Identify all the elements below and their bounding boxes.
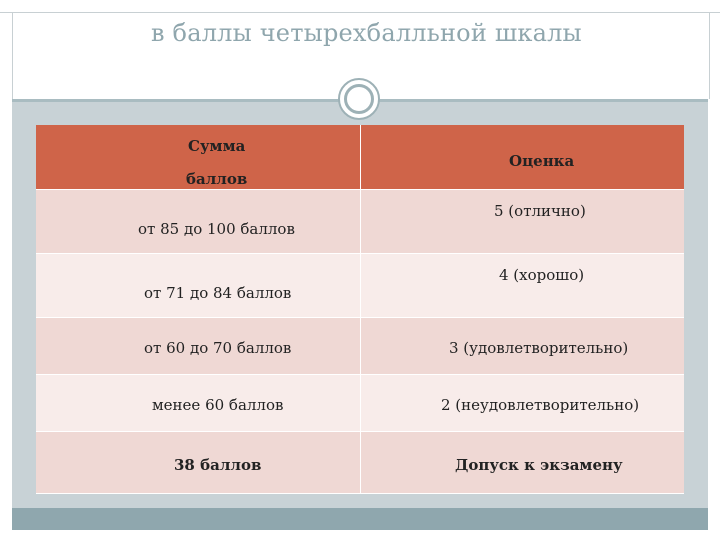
header-cell-score: [36, 125, 361, 190]
grade-cell: [361, 254, 685, 318]
score-text: от 85 до 100 баллов: [138, 220, 295, 238]
header-score-line2: баллов: [186, 170, 248, 188]
score-text: от 60 до 70 баллов: [144, 339, 292, 357]
circle-ornament-inner: [344, 84, 374, 114]
score-text: от 71 до 84 баллов: [144, 284, 292, 302]
grade-cell: [361, 190, 685, 254]
score-cell: [36, 190, 361, 254]
footer-band: [12, 508, 708, 530]
table-header-row: [36, 125, 684, 190]
table-row: [36, 432, 684, 494]
grade-text: 4 (хорошо): [499, 266, 585, 284]
circle-ornament-icon: [338, 78, 380, 120]
score-cell: [36, 375, 361, 432]
table-row: [36, 375, 684, 432]
grade-cell: [361, 375, 685, 432]
score-text: менее 60 баллов: [152, 396, 284, 414]
score-cell: [36, 254, 361, 318]
slide-title: в баллы четырехбалльной шкалы: [151, 19, 582, 47]
table-row: [36, 318, 684, 375]
score-text: 38 баллов: [174, 456, 262, 474]
header-grade: Оценка: [509, 152, 575, 170]
score-cell: [36, 318, 361, 375]
header-cell-grade: [361, 125, 685, 190]
grade-cell: [361, 318, 685, 375]
grade-conversion-table: [36, 125, 684, 494]
table-row: [36, 254, 684, 318]
score-cell: [36, 432, 361, 494]
grade-text: 3 (удовлетворительно): [449, 339, 629, 357]
grade-text: 5 (отлично): [494, 202, 586, 220]
header-score-line1: Сумма: [188, 137, 246, 155]
grade-cell: [361, 432, 685, 494]
table-row: [36, 190, 684, 254]
grade-text: Допуск к экзамену: [455, 456, 623, 474]
grade-text: 2 (неудовлетворительно): [441, 396, 640, 414]
